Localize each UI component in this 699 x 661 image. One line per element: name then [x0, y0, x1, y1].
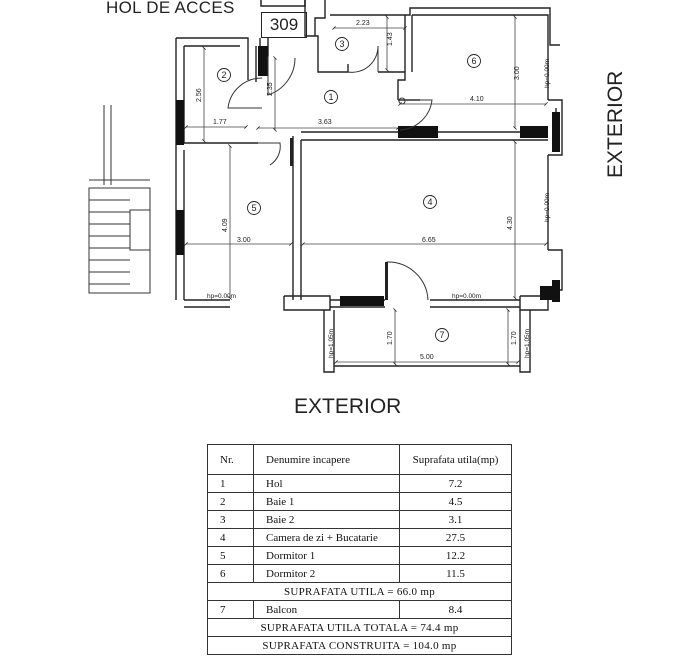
hp-balcony-right: hp=1.05m: [524, 328, 531, 358]
row-nr: 6: [208, 565, 254, 583]
dim-1-70-right: 1.70: [511, 331, 518, 345]
row-nr: 3: [208, 511, 254, 529]
table-row: [208, 529, 512, 547]
dim-6-65: 6.65: [422, 237, 436, 244]
table-row: [208, 547, 512, 565]
hp-room-4: hp=0.00m: [452, 293, 482, 300]
row-room-name: Camera de zi + Bucatarie: [254, 529, 400, 547]
row-area: 8.4: [400, 601, 512, 619]
room-marker-7: 7: [439, 330, 445, 340]
table-row: [208, 511, 512, 529]
row-room-name: Baie 2: [254, 511, 400, 529]
dim-1-77: 1.77: [213, 119, 227, 126]
doors: [228, 46, 432, 300]
row-area: 4.5: [400, 493, 512, 511]
hp-room-6: hp=0.00m: [544, 58, 551, 88]
table-row: [208, 565, 512, 583]
hp-room-4-side: hp=0.00m: [544, 192, 551, 222]
dim-1-43: 1.43: [387, 32, 394, 46]
table-header-row: [208, 445, 512, 475]
dim-2-23: 2.23: [356, 20, 370, 27]
room-marker-4: 4: [427, 197, 433, 207]
dim-2-35: 2.35: [267, 82, 274, 96]
total-useful-area-grand: SUPRAFATA UTILA TOTALA = 74.4 mp: [208, 619, 512, 637]
row-room-name: Baie 1: [254, 493, 400, 511]
row-nr: 1: [208, 475, 254, 493]
row-room-name: Hol: [254, 475, 400, 493]
dim-5-00: 5.00: [420, 354, 434, 361]
room-marker-2: 2: [221, 70, 227, 80]
solid-walls: [176, 46, 560, 306]
row-room-name: Dormitor 2: [254, 565, 400, 583]
staircase: [89, 105, 150, 293]
header-area: Suprafata utila(mp): [400, 445, 512, 475]
exterior-label-right: EXTERIOR: [604, 70, 627, 178]
apartment-box-stub: [261, 0, 305, 6]
room-marker-5: 5: [251, 203, 257, 213]
total-useful-area: SUPRAFATA UTILA = 66.0 mp: [208, 583, 512, 601]
header-nr: Nr.: [208, 445, 254, 475]
exterior-label-bottom: EXTERIOR: [294, 395, 402, 418]
dim-3-00-r6: 3.00: [514, 66, 521, 80]
room-marker-1: 1: [328, 92, 334, 102]
area-table: [207, 444, 512, 655]
row-area: 11.5: [400, 565, 512, 583]
dimension-lines: [186, 17, 546, 364]
row-area: 27.5: [400, 529, 512, 547]
dim-4-10: 4.10: [470, 96, 484, 103]
row-room-name: Balcon: [254, 601, 400, 619]
walls: [176, 0, 562, 372]
table-row: [208, 493, 512, 511]
dim-4-30: 4.30: [507, 216, 514, 230]
row-room-name: Dormitor 1: [254, 547, 400, 565]
table-row: [208, 475, 512, 493]
room-markers: [218, 38, 481, 342]
dim-3-63: 3.63: [318, 119, 332, 126]
dim-2-56: 2.56: [196, 88, 203, 102]
total-useful-row: [208, 583, 512, 601]
apartment-number: 309: [261, 12, 307, 38]
room-marker-6: 6: [471, 56, 477, 66]
row-nr: 7: [208, 601, 254, 619]
dim-4-09: 4.09: [222, 218, 229, 232]
hallway-label: HOL DE ACCES: [106, 0, 235, 17]
hp-room-5: hp=0.00m: [207, 293, 237, 300]
row-area: 7.2: [400, 475, 512, 493]
built-area: SUPRAFATA CONSTRUITA = 104.0 mp: [208, 637, 512, 655]
room-marker-3: 3: [339, 39, 345, 49]
header-room-name: Denumire incapere: [254, 445, 400, 475]
dim-3-00-r5: 3.00: [237, 237, 251, 244]
row-nr: 4: [208, 529, 254, 547]
row-nr: 2: [208, 493, 254, 511]
grand-total-row: [208, 619, 512, 637]
row-nr: 5: [208, 547, 254, 565]
dim-1-70-left: 1.70: [387, 331, 394, 345]
row-area: 3.1: [400, 511, 512, 529]
table-row: [208, 601, 512, 619]
hp-balcony-left: hp=1.05m: [328, 328, 335, 358]
row-area: 12.2: [400, 547, 512, 565]
built-area-row: [208, 637, 512, 655]
